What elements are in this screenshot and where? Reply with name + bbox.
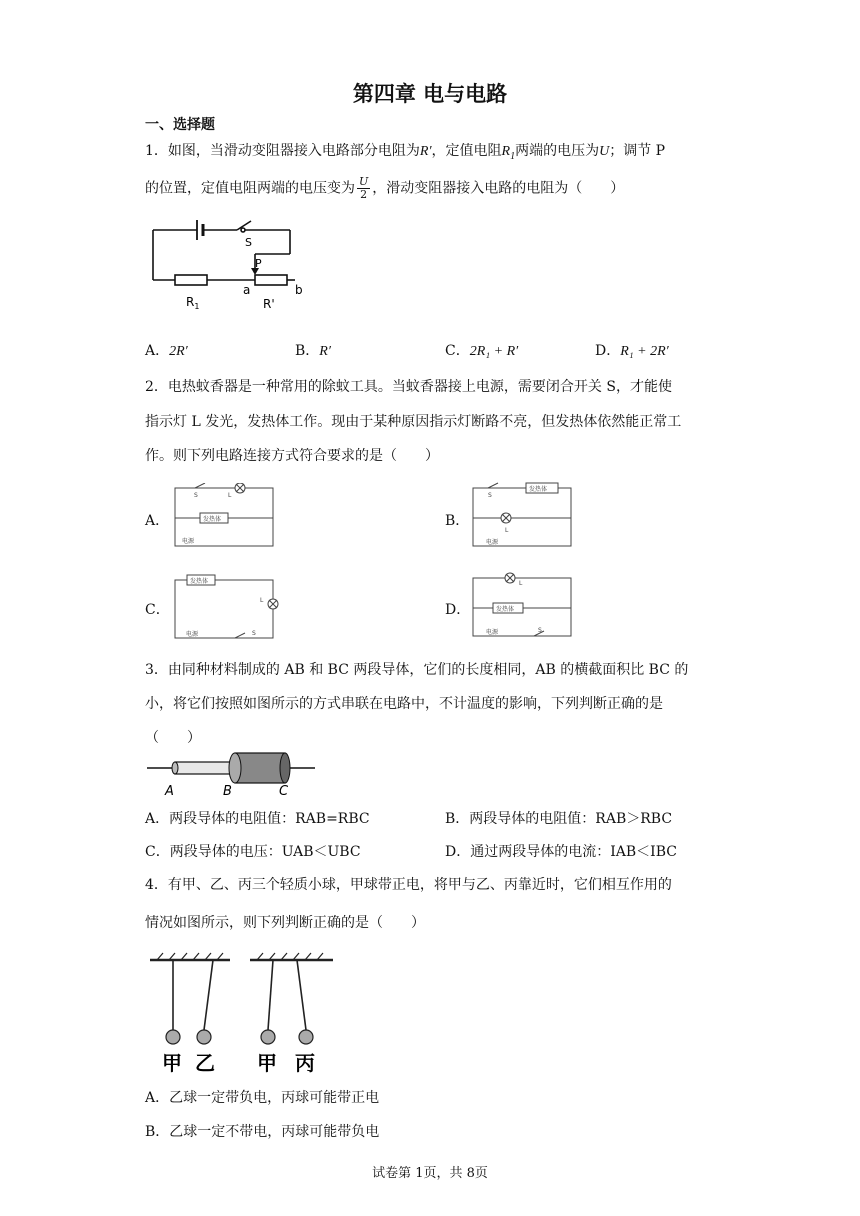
q4-fig-bing: 丙 <box>295 1051 315 1075</box>
option-letter: B． <box>445 811 470 827</box>
q2-circuit-c <box>170 572 280 644</box>
q1-option-d[interactable] <box>595 340 669 360</box>
q1-r1-sub: 1 <box>510 150 516 162</box>
option-text: 两段导体的电压：UAB＜UBC <box>169 844 361 860</box>
option-text: 乙球一定带负电，丙球可能带正电 <box>169 1090 380 1106</box>
q2-option-b-label[interactable]: B． <box>445 513 470 529</box>
q3-line1: 3．由同种材料制成的 AB 和 BC 两段导体，它们的长度相同，AB 的横截面积比 BC 的 <box>145 662 689 678</box>
q2-option-c-label[interactable]: C． <box>145 602 170 618</box>
q2d-s: S <box>538 627 542 634</box>
option-letter: C． <box>445 343 470 359</box>
page-title: 第四章 电与电路 <box>352 82 508 106</box>
q2c-l: L <box>260 597 264 604</box>
q1-fig-p: P <box>255 257 262 270</box>
q3-line3: （ ） <box>145 730 201 746</box>
q2a-l: L <box>228 492 232 499</box>
q3-option-d[interactable] <box>445 841 677 861</box>
option-text: 两段导体的电阻值：RAB=RBC <box>169 811 370 827</box>
q2c-source: 电源 <box>186 631 199 638</box>
q2-option-a-label[interactable]: A． <box>145 513 170 529</box>
q2c-heater: 发热体 <box>190 578 209 585</box>
option-letter: A． <box>145 1090 170 1106</box>
q2-circuit-b <box>468 480 578 552</box>
option-letter: A． <box>145 811 170 827</box>
option-text: R′ <box>319 344 331 359</box>
q1-frac-num: U <box>359 175 369 188</box>
q2-circuit-d <box>468 570 578 642</box>
q1-r-prime: R′ <box>419 144 432 159</box>
option-letter: B． <box>145 1124 170 1140</box>
q4-fig-jia-1: 甲 <box>162 1051 182 1075</box>
q1-fraction <box>357 176 370 201</box>
q1-option-b[interactable] <box>295 340 331 360</box>
option-text: 通过两段导体的电流：IAB＜IBC <box>470 844 677 860</box>
q1-fig-a: a <box>243 283 251 297</box>
q1-fig-s: S <box>245 236 252 249</box>
q2-option-d-label[interactable]: D． <box>445 602 471 618</box>
q2b-heater: 发热体 <box>529 486 548 493</box>
q2a-heater: 发热体 <box>203 516 222 523</box>
q3-option-a[interactable] <box>145 808 370 828</box>
q1-option-a[interactable] <box>145 340 188 360</box>
q1-text-f: ，滑动变阻器接入电路的电阻为（ ） <box>372 180 625 197</box>
q3-option-b[interactable] <box>445 808 672 828</box>
q1-fig-rp: R' <box>263 297 275 311</box>
q2b-s: S <box>488 492 492 499</box>
q1-u: U <box>599 144 610 159</box>
option-letter: A． <box>145 343 170 359</box>
q1-r1: R <box>501 144 511 159</box>
q2-line3: 作。则下列电路连接方式符合要求的是（ ） <box>145 448 439 464</box>
page-footer: 试卷第 1页，共 8页 <box>372 1166 488 1181</box>
q1-circuit-diagram <box>145 218 315 318</box>
q2-circuit-a <box>170 483 280 553</box>
option-text: 2R′ <box>169 344 188 359</box>
q2b-source: 电源 <box>486 539 499 546</box>
q3-conductor-diagram <box>145 750 325 798</box>
q1-text-e: 的位置，定值电阻两端的电压变为 <box>145 180 355 197</box>
q2d-heater: 发热体 <box>496 606 515 613</box>
q1-text-d: ；调节 P <box>609 143 666 159</box>
q1-line1 <box>145 141 725 167</box>
q4-line2: 情况如图所示，则下列判断正确的是（ ） <box>145 915 425 931</box>
q1-fig-r1: $R_1$ <box>186 295 200 311</box>
q4-option-b[interactable] <box>145 1121 379 1141</box>
q1-text-a: 1．如图，当滑动变阻器接入电路部分电阻为 <box>145 143 420 159</box>
q3-option-c[interactable] <box>145 841 361 861</box>
option-letter: B． <box>295 343 320 359</box>
q3-fig-b: B <box>223 784 232 798</box>
q1-text-c: 两端的电压为 <box>515 143 600 159</box>
q2-line1: 2．电热蚊香器是一种常用的除蚊工具。当蚊香器接上电源，需要闭合开关 S，才能使 <box>145 379 672 395</box>
q3-fig-c: C <box>279 784 289 798</box>
option-text: R₁ + 2R′ <box>620 344 669 359</box>
q1-line2 <box>145 176 725 201</box>
q2b-l: L <box>505 527 509 534</box>
q2c-s: S <box>252 630 256 637</box>
q4-fig-jia-2: 甲 <box>257 1051 277 1075</box>
q1-frac-den: 2 <box>360 188 368 201</box>
q4-line1: 4．有甲、乙、丙三个轻质小球，甲球带正电，将甲与乙、丙靠近时，它们相互作用的 <box>145 877 672 893</box>
section-heading: 一、选择题 <box>145 117 215 133</box>
q2d-l: L <box>519 580 523 587</box>
option-text: 乙球一定不带电，丙球可能带负电 <box>169 1124 380 1140</box>
q3-fig-a: A <box>165 784 174 798</box>
q2-line2: 指示灯 L 发光，发热体工作。现由于某种原因指示灯断路不亮，但发热体依然能正常工 <box>145 414 682 430</box>
option-text: 两段导体的电阻值：RAB＞RBC <box>469 811 673 827</box>
q4-option-a[interactable] <box>145 1087 379 1107</box>
option-letter: C． <box>145 844 170 860</box>
q2a-s: S <box>194 492 198 499</box>
q1-fig-b: b <box>295 283 303 297</box>
q4-fig-yi: 乙 <box>195 1051 215 1075</box>
option-text: 2R₁ + R′ <box>469 344 519 359</box>
q2a-source: 电源 <box>182 538 195 545</box>
q1-option-c[interactable] <box>445 340 518 360</box>
q2d-source: 电源 <box>486 629 499 636</box>
q4-pendulum-diagram <box>145 950 345 1078</box>
q1-text-b: ，定值电阻 <box>431 143 502 159</box>
option-letter: D． <box>595 343 621 359</box>
option-letter: D． <box>445 844 471 860</box>
q3-line2: 小，将它们按照如图所示的方式串联在电路中，不计温度的影响，下列判断正确的是 <box>145 696 663 712</box>
